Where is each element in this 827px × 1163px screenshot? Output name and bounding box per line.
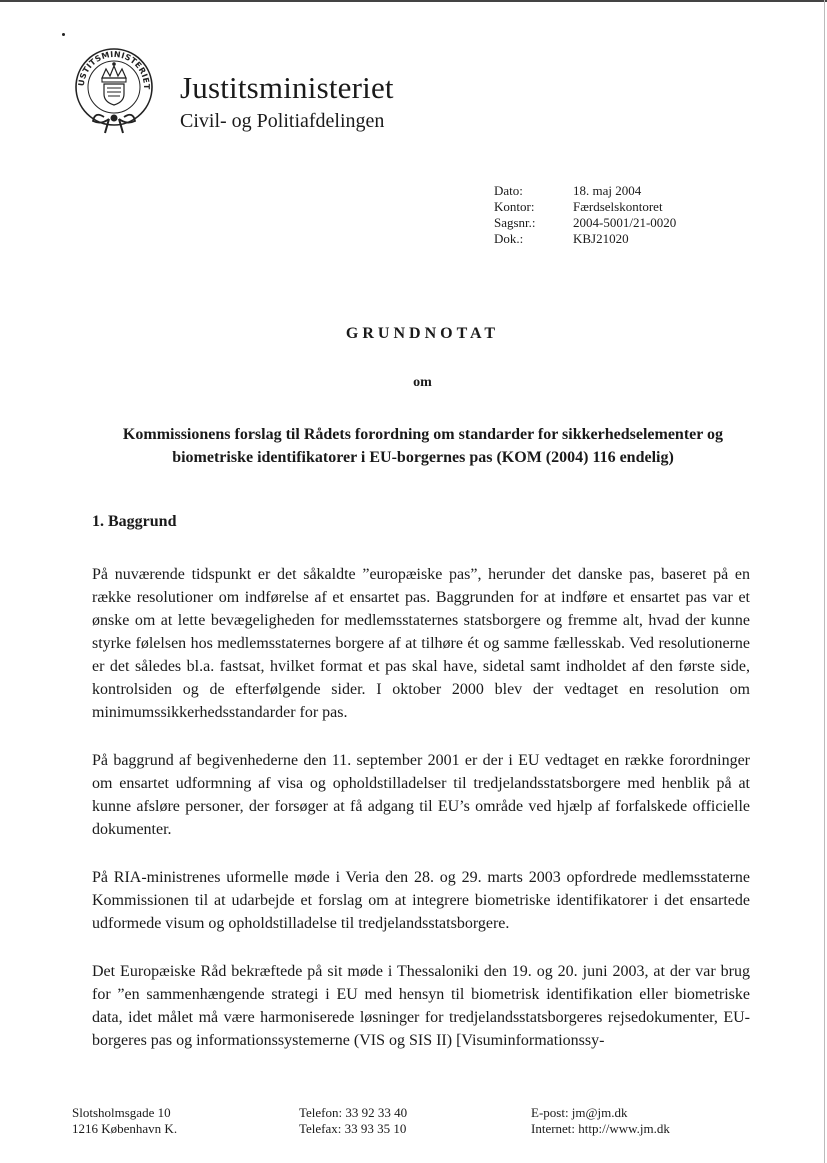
title-connector: om (413, 375, 432, 390)
meta-label: Dato: (494, 183, 523, 198)
document-subject: Kommissionens forslag til Rådets forordning om standarder for sikkerhedselementer og biometriske identifikatorer i EU-borgernes pas (KOM (2004) 116 endelig) (122, 426, 724, 466)
paragraph: På baggrund af begivenhederne den 11. september 2001 er der i EU vedtaget en række forordninger om ensartet udformning af visa og opholdstilladelser til tredjelandsstatsborgere med henblik på at kunne afsløre personer, der forsøger at få adgang til EU’s område ved hjælp af forfalskede officielle dokumenter. (92, 752, 750, 838)
org-name: Justitsministeriet (180, 70, 394, 105)
meta-label: Dok.: (494, 231, 524, 246)
footer-phone-block (299, 1105, 407, 1137)
meta-value: 2004-5001/21-0020 (573, 215, 677, 230)
footer-website: Internet: http://www.jm.dk (531, 1121, 670, 1136)
paragraph: Det Europæiske Råd bekræftede på sit møde i Thessaloniki den 19. og 20. juni 2003, at der var brug for ”en sammenhængende strategi i EU med hensyn til biometrisk identifikation eller biometriske data, idet målet må være harmoniserede løsninger for tredjelandsstatsborgeres rejsedokumenter, EU-borgeres pas og informationssystemerne (VIS og SIS II) [Visuminformationssy- (92, 963, 750, 1049)
paragraph: På RIA-ministrenes uformelle møde i Veria den 28. og 29. marts 2003 opfordrede medlemsstaterne Kommissionen til at udarbejde et forslag om at integrere biometriske identifikatorer i det ensartede udformede visum og opholdstilladelse til tredjelandsstatsborgere. (92, 869, 750, 932)
meta-row-date (494, 183, 676, 199)
section-heading: 1. Baggrund (92, 513, 177, 530)
paragraph: På nuværende tidspunkt er det såkaldte ”europæiske pas”, herunder det danske pas, baseret på en række resolutioner om indførelse af et ensartet pas. Baggrunden for at indføre et ensartet pas var et ønske om at lette bevægeligheden for medlemsstaternes statsborgere og fremme alt, hvad der kunne styrke følelsen hos medlemsstaternes borgere af at tilhøre ét og samme fællesskab. Ved resolutionerne er det således bl.a. fastsat, hvilket format et pas skal have, sidetal samt indholdet af den første side, kontrolsiden og de efterfølgende sider. I oktober 2000 blev der vedtaget en resolution om minimumssikkerhedsstandarder for pas. (92, 566, 750, 721)
seal-text: USTITSMINISTERIET (76, 49, 152, 90)
meta-value: KBJ21020 (573, 231, 629, 246)
meta-label: Sagsnr.: (494, 215, 536, 230)
scan-edge-right (824, 0, 825, 1163)
ministry-seal-icon (73, 47, 155, 139)
document-metadata (494, 183, 676, 247)
footer-contact (531, 1105, 670, 1137)
footer-street: Slotsholmsgade 10 (72, 1105, 171, 1120)
footer-address (72, 1105, 177, 1137)
department-name: Civil- og Politiafdelingen (180, 110, 385, 132)
meta-row-case-number (494, 215, 676, 231)
meta-value: 18. maj 2004 (573, 183, 642, 198)
footer-fax: Telefax: 33 93 35 10 (299, 1121, 407, 1136)
scan-speck (62, 33, 65, 36)
footer-phone: Telefon: 33 92 33 40 (299, 1105, 408, 1120)
scan-edge-top (0, 0, 827, 2)
meta-row-office (494, 199, 676, 215)
meta-label: Kontor: (494, 199, 535, 214)
document-type-title: GRUNDNOTAT (345, 325, 500, 342)
footer-email: E-post: jm@jm.dk (531, 1105, 628, 1120)
footer-city: 1216 København K. (72, 1121, 178, 1136)
meta-row-document (494, 231, 676, 247)
meta-value: Færdselskontoret (573, 199, 663, 214)
section-body (92, 563, 750, 1077)
